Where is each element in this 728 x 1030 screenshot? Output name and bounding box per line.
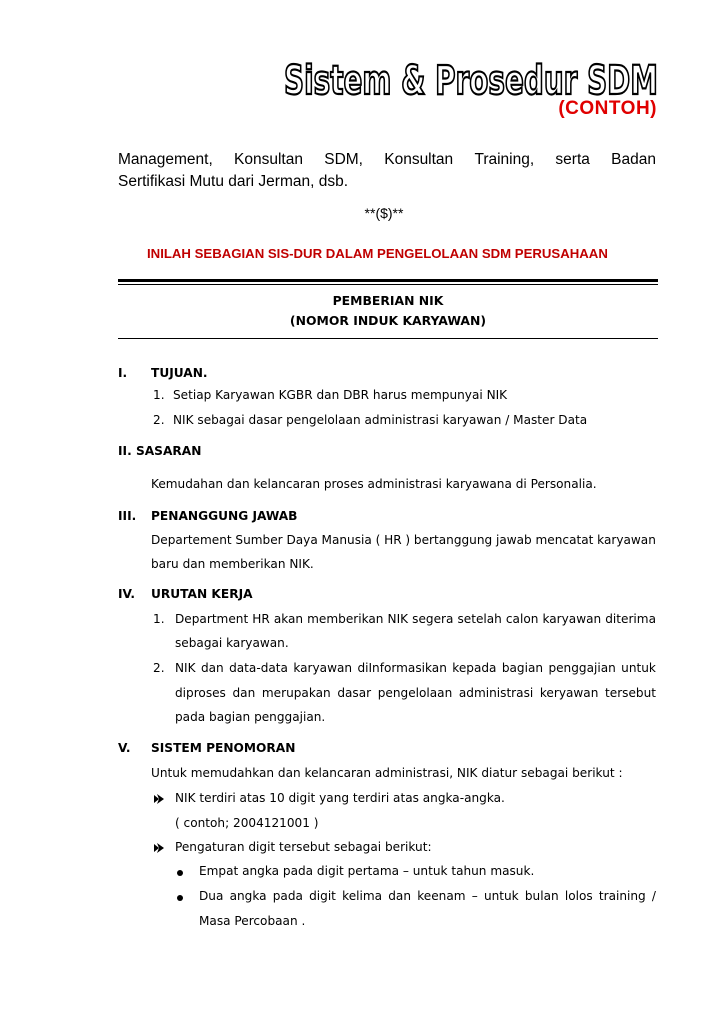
list-item: Setiap Karyawan KGBR dan DBR harus mempunyai NIK <box>173 388 508 402</box>
word: training <box>598 889 646 903</box>
word: mencatat <box>535 533 594 547</box>
list-item-line <box>175 661 656 675</box>
word: administrasi <box>458 686 534 700</box>
list-item-line <box>175 612 656 626</box>
subtitle: INILAH SEBAGIAN SIS-DUR DALAM PENGELOLAAN SDM PERUSAHAAN <box>147 246 608 261</box>
section-heading-line-1: PEMBERIAN NIK <box>332 293 444 308</box>
section-title <box>118 444 201 458</box>
word: pengelolaan <box>377 686 453 700</box>
intro-word: SDM, <box>324 151 363 168</box>
intro-word: Konsultan <box>384 151 454 168</box>
section-title-text: SASARAN <box>135 444 202 458</box>
word: dasar <box>337 686 372 700</box>
example-badge: (CONTOH) <box>558 98 657 119</box>
word: Daya <box>286 533 318 547</box>
word: bulan <box>524 889 559 903</box>
word: angka <box>229 889 267 903</box>
word: kepada <box>452 661 497 675</box>
section-title: SISTEM PENOMORAN <box>151 741 296 755</box>
word: Dua <box>199 889 224 903</box>
symbol-line: **($)** <box>364 205 404 221</box>
arrow-list-item-example: ( contoh; 2004121001 ) <box>175 816 319 830</box>
word: Departement <box>151 533 232 547</box>
word: memberikan <box>307 612 384 626</box>
section-number: III. <box>118 509 137 523</box>
word: karyawan <box>542 612 602 626</box>
bullet-item: Empat angka pada digit pertama – untuk tahun masuk. <box>199 864 535 878</box>
word: bertanggung <box>413 533 493 547</box>
word: dan <box>388 889 412 903</box>
section-heading-line-2: (NOMOR INDUK KARYAWAN) <box>289 313 487 328</box>
divider-bottom <box>118 338 658 339</box>
word: Sumber <box>235 533 283 547</box>
list-item-line: sebagai karyawan. <box>175 636 289 650</box>
word: diproses <box>175 686 226 700</box>
arrow-bullet-icon <box>153 842 165 854</box>
intro-paragraph <box>118 149 656 193</box>
document-title <box>282 52 662 102</box>
arrow-list-item: Pengaturan digit tersebut sebagai berikut: <box>175 840 432 854</box>
word: kelima <box>342 889 383 903</box>
section-number: I. <box>118 366 128 380</box>
section-heading <box>268 291 508 331</box>
list-marker: 2. <box>153 661 165 675</box>
section-number: II. <box>118 444 132 458</box>
divider-thin <box>118 284 658 285</box>
paragraph: Untuk memudahkan dan kelancaran administrasi, NIK diatur sebagai berikut : <box>151 766 623 780</box>
paragraph: Kemudahan dan kelancaran proses administrasi karyawana di Personalia. <box>151 477 597 491</box>
divider-thick <box>118 279 658 282</box>
list-item: NIK sebagai dasar pengelolaan administrasi karyawan / Master Data <box>173 413 588 427</box>
word: Manusia <box>321 533 372 547</box>
word: diterima <box>605 612 656 626</box>
word: / <box>651 889 656 903</box>
intro-word: Konsultan <box>234 151 303 168</box>
intro-word: serta <box>555 151 590 168</box>
list-item-line: pada bagian penggajian. <box>175 710 326 724</box>
word: ( <box>375 533 381 547</box>
intro-word: Training, <box>474 151 535 168</box>
paragraph-line: baru dan memberikan NIK. <box>151 557 314 571</box>
word: HR <box>384 533 402 547</box>
word: dan <box>232 686 256 700</box>
word: keenam <box>417 889 466 903</box>
section-number: IV. <box>118 587 136 601</box>
word: lolos <box>564 889 593 903</box>
intro-word: Badan <box>611 151 656 168</box>
word: pada <box>272 889 303 903</box>
bullet-item-line: Masa Percobaan . <box>199 914 306 928</box>
word: untuk <box>621 661 656 675</box>
word: untuk <box>483 889 519 903</box>
bullet-item-line <box>199 889 656 903</box>
bullet-icon <box>177 870 183 876</box>
section-number: V. <box>118 741 131 755</box>
list-marker: 1. <box>153 612 165 626</box>
section-title: URUTAN KERJA <box>151 587 253 601</box>
word: ) <box>405 533 411 547</box>
list-item-line <box>175 686 656 700</box>
word: calon <box>505 612 539 626</box>
arrow-list-item: NIK terdiri atas 10 digit yang terdiri atas angka-angka. <box>175 791 505 805</box>
intro-word: Management, <box>118 151 213 168</box>
word: HR <box>252 612 270 626</box>
intro-line-1 <box>118 149 656 171</box>
word: karyawan <box>293 661 353 675</box>
word: merupakan <box>261 686 331 700</box>
word: Department <box>175 612 249 626</box>
word: diInformasikan <box>357 661 447 675</box>
list-marker: 2. <box>153 413 165 427</box>
word: dan <box>200 661 224 675</box>
word: NIK <box>387 612 409 626</box>
word: segera <box>412 612 454 626</box>
word: data-data <box>229 661 288 675</box>
list-marker: 1. <box>153 388 165 402</box>
section-title: PENANGGUNG JAWAB <box>151 509 298 523</box>
document-title-text: Sistem & Prosedur SDM <box>284 58 658 102</box>
word: digit <box>309 889 336 903</box>
arrow-bullet-icon <box>153 793 165 805</box>
word: NIK <box>175 661 196 675</box>
section-title: TUJUAN. <box>151 366 208 380</box>
word: – <box>471 889 478 903</box>
word: tersebut <box>605 686 656 700</box>
intro-line-2: Sertifikasi Mutu dari Jerman, dsb. <box>118 173 349 190</box>
word: penggajian <box>548 661 616 675</box>
bullet-icon <box>177 895 183 901</box>
word: akan <box>273 612 304 626</box>
word: karyawan <box>597 533 656 547</box>
word: keryawan <box>539 686 599 700</box>
word: bagian <box>501 661 544 675</box>
paragraph-line <box>151 533 656 547</box>
word: setelah <box>457 612 502 626</box>
word: jawab <box>495 533 532 547</box>
